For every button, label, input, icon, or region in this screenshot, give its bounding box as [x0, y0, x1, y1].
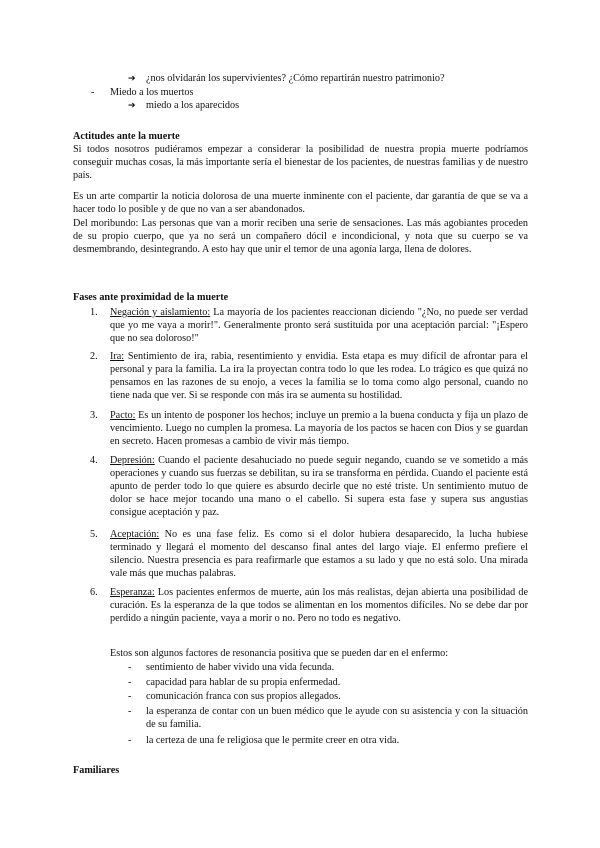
phase-item-acceptance [110, 528, 528, 580]
phase-item-depression [110, 454, 528, 519]
dash-bullet: - [128, 677, 132, 688]
factors-intro: Estos son algunos factores de resonancia positiva que se pueden dar en el enfermo: [110, 648, 449, 659]
phase-number: 5. [90, 529, 98, 540]
phase-number: 1. [90, 307, 98, 318]
phase-number: 6. [90, 587, 98, 598]
dash-bullet: - [128, 706, 132, 717]
section-heading-relatives: Familiares [73, 765, 120, 776]
phase-text: No es una fase feliz. Es como si el dolor hubiera desaparecido, la lucha hubiese terminado y llegará el momento del descanso final antes del largo viaje. El enfermo prefiere el silencio. Nuestra presencia es para reafirmarle que estamos a su lado y que no está solo. Una mirada vale más que muchas palabras. [110, 529, 528, 580]
phase-number: 2. [90, 351, 98, 362]
phase-item-denial [110, 306, 528, 345]
phase-title: Negación y aislamiento: [110, 307, 211, 318]
dash-bullet: - [128, 662, 132, 673]
phase-text: Sentimiento de ira, rabia, resentimiento y envidia. Esta etapa es muy difícil de afrontar para el personal y para la familia. La ira la proyectan contra todo lo que les rodea. Lo trágico es que quizá no pensamos en las razones de su enojo, a veces la familia se lo toma como algo personal, cuando no tiene nada que ver. Si se responde con más ira se aumenta su hostilidad. [110, 351, 528, 402]
phase-title: Aceptación: [110, 529, 160, 540]
phase-number: 3. [90, 410, 98, 421]
paragraph-art: Es un arte compartir la noticia dolorosa de una muerte inminente con el paciente, dar garantía de que se va a hacer todo lo posible y de que no van a ser abandonados. [73, 191, 528, 216]
phase-title: Depresión: [110, 455, 155, 466]
section-heading-attitudes: Actitudes ante la muerte [73, 131, 180, 142]
arrow-item-apparitions: miedo a los aparecidos [146, 100, 240, 111]
paragraph-dying: Del moribundo: Las personas que van a morir reciben una serie de sensaciones. Las más agobiantes proceden de su propio cuerpo, que ya no será un compañero dócil e incondicional, y nota que su cuerpo se va desmembrando, desintegrando. A esto hay que unir el temor de una agonía larga, llena de dolores. [73, 218, 528, 256]
factor-item: sentimiento de haber vivido una vida fecunda. [146, 662, 335, 673]
factor-item: la certeza de una fe religiosa que le permite creer en otra vida. [146, 735, 400, 746]
phase-text: Es un intento de posponer los hechos; incluye un premio a la buena conducta y fija un plazo de vencimiento. Luego no cumplen la promesa. La mayoría de los pactos se hacen con Dios y se guardan en secreto. Hacen promesas a cambio de vivir más tiempo. [110, 410, 528, 448]
phase-title: Ira: [110, 351, 125, 362]
arrow-icon: ➔ [128, 74, 136, 84]
factor-item: comunicación franca con sus propios allegados. [146, 691, 341, 702]
phase-item-hope [110, 586, 528, 625]
phase-title: Esperanza: [110, 587, 155, 598]
phase-number: 4. [90, 455, 98, 466]
factor-item: la esperanza de contar con un buen médico que le ayude con su asistencia y con la situación de su familia. [146, 706, 528, 731]
dash-bullet: - [91, 87, 95, 98]
arrow-icon: ➔ [128, 101, 136, 111]
section-heading-phases: Fases ante proximidad de la muerte [73, 292, 229, 303]
dash-bullet: - [128, 735, 132, 746]
factor-item: capacidad para hablar de su propia enfermedad. [146, 677, 341, 688]
phase-title: Pacto: [110, 410, 136, 421]
phase-item-bargaining [110, 409, 528, 448]
arrow-item-survivors: ¿nos olvidarán los supervivientes? ¿Cómo repartirán nuestro patrimonio? [146, 73, 445, 84]
dash-item-fear-dead: Miedo a los muertos [110, 87, 194, 98]
phase-text: La mayoría de los pacientes reaccionan diciendo "¿No, no puede ser verdad que yo me vaya a morir!". Generalmente pronto será sustituida por una aceptación parcial: "¡Espero que no sea doloroso!" [110, 307, 528, 345]
paragraph-intro: Si todos nosotros pudiéramos empezar a considerar la posibilidad de nuestra propia muerte podríamos conseguir muchas cosas, la más importante sería el bienestar de los pacientes, de nuestras familias y de nuestro país. [73, 144, 528, 182]
phase-text: Los pacientes enfermos de muerte, aún los más realistas, dejan abierta una posibilidad de curación. Es la esperanza de la que todos se alimentan en los momentos difíciles. No se debe dar por perdido a ningún paciente, vaya a morir o no. Pero no todo es negativo. [110, 587, 528, 625]
dash-bullet: - [128, 691, 132, 702]
phase-text: Cuando el paciente desahuciado no puede seguir negando, cuando se ve sometido a más operaciones y cuando sus fuerzas se debilitan, su ira se transforma en pérdida. Cuando el paciente está apunto de perder todo lo que quiere es absurdo decirle que no esté triste. Un sentimiento mutuo de dolor se hace mejor tocando una mano o el cabello. Si supera esta fase y supera sus angustias consigue aceptación y paz. [110, 455, 528, 519]
phase-item-anger [110, 350, 528, 402]
